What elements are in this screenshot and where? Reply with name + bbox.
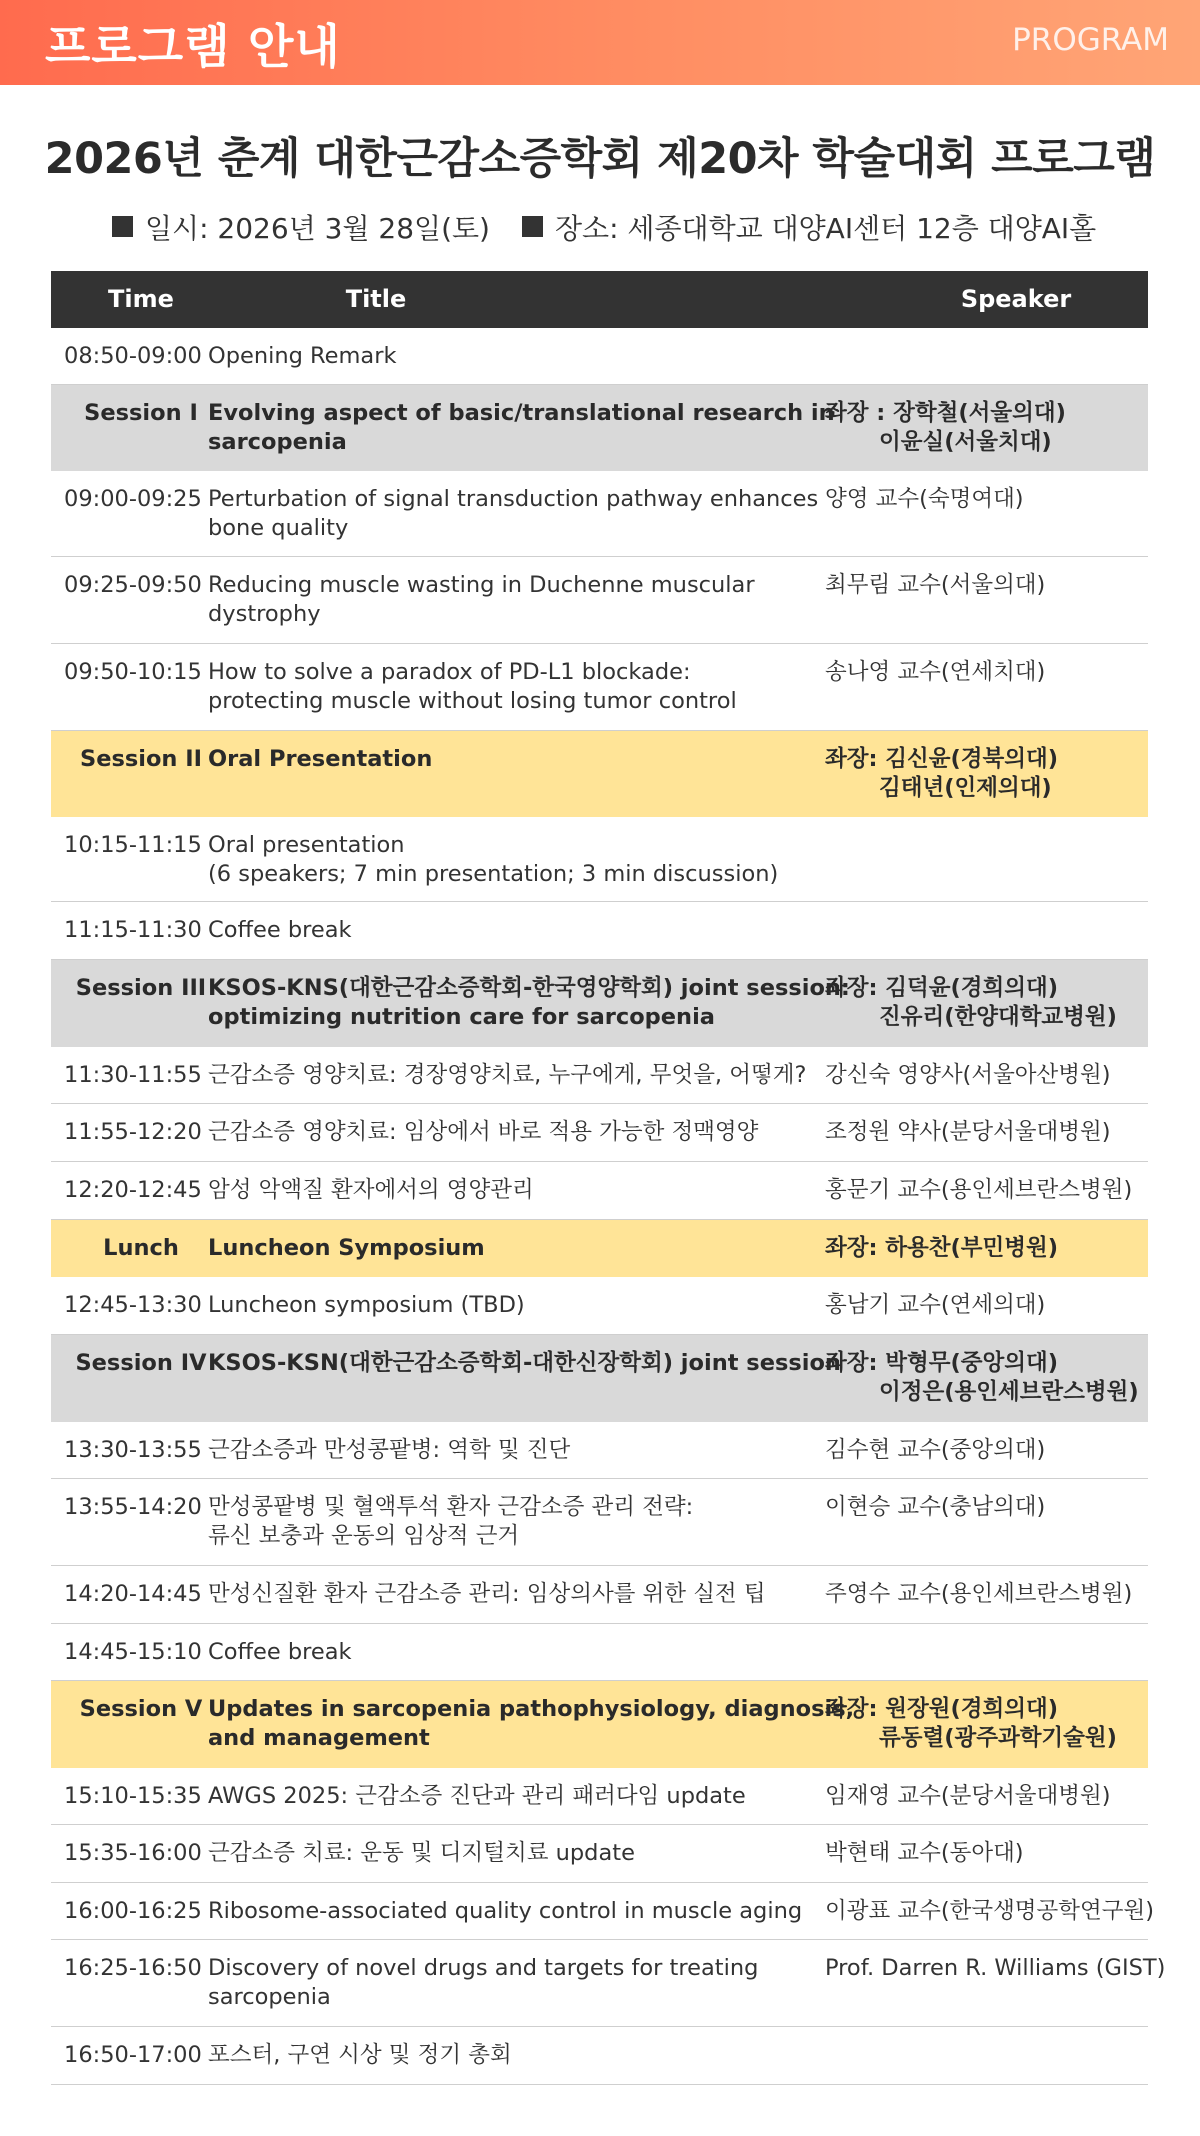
speaker-line: 좌장: 박형무(중앙의대) — [825, 1350, 1059, 1376]
speaker-line: 조정원 약사(분당서울대병원) — [825, 1119, 1111, 1145]
row-speaker — [825, 1479, 1151, 1522]
row-time: 08:50-09:00 — [64, 343, 202, 369]
table-row — [51, 1566, 1148, 1624]
row-title — [208, 385, 835, 457]
row-speaker — [825, 1566, 1151, 1609]
table-row — [51, 557, 1148, 644]
row-title — [208, 1825, 828, 1868]
row-time: 11:55-12:20 — [64, 1119, 202, 1145]
table-row — [51, 471, 1148, 557]
speaker-line: 좌장 : 장학철(서울의대) — [825, 400, 1066, 426]
row-speaker — [825, 1422, 1151, 1465]
row-title — [208, 328, 828, 371]
event-venue — [522, 207, 1096, 247]
row-title — [208, 1566, 828, 1609]
row-title — [208, 1422, 828, 1465]
title-line: Coffee break — [208, 917, 352, 943]
speaker-line: 이윤실(서울치대) — [879, 429, 1052, 455]
title-line: 근감소증 치료: 운동 및 디지털치료 update — [208, 1840, 635, 1866]
row-time: 09:25-09:50 — [64, 572, 202, 598]
title-line: 류신 보충과 운동의 임상적 근거 — [208, 1523, 520, 1549]
table-row — [51, 2027, 1148, 2085]
row-title — [208, 817, 828, 889]
row-speaker — [825, 1162, 1151, 1205]
speaker-line: 박현태 교수(동아대) — [825, 1840, 1024, 1866]
speaker-line: 진유리(한양대학교병원) — [879, 1004, 1117, 1030]
speaker-line: 김수현 교수(중앙의대) — [825, 1437, 1046, 1463]
speaker-line: 좌장: 김덕윤(경희의대) — [825, 975, 1059, 1001]
table-row — [51, 1104, 1148, 1162]
title-line: Evolving aspect of basic/translational research in — [208, 400, 835, 426]
row-speaker — [825, 902, 1151, 916]
row-speaker — [825, 817, 1151, 831]
row-speaker — [825, 1335, 1151, 1407]
row-speaker — [825, 960, 1151, 1032]
title-line: protecting muscle without losing tumor control — [208, 688, 737, 714]
speaker-line: 좌장: 원장원(경희의대) — [825, 1696, 1059, 1722]
session-row — [51, 385, 1148, 471]
row-title — [208, 1104, 828, 1147]
table-row — [51, 1277, 1148, 1335]
speaker-line: 양영 교수(숙명여대) — [825, 486, 1024, 512]
title-line: bone quality — [208, 515, 349, 541]
speaker-line: 이광표 교수(한국생명공학연구원) — [825, 1898, 1154, 1924]
row-title — [208, 2027, 828, 2070]
row-speaker — [825, 557, 1151, 600]
speaker-line: 홍남기 교수(연세의대) — [825, 1292, 1046, 1318]
row-title — [208, 471, 828, 543]
row-title — [208, 1479, 828, 1551]
row-title — [208, 1624, 828, 1667]
row-speaker — [825, 1883, 1154, 1926]
row-time: Session V — [79, 1696, 203, 1722]
speaker-line: 좌장: 하용찬(부민병원) — [825, 1235, 1059, 1261]
speaker-line: 주영수 교수(용인세브란스병원) — [825, 1581, 1133, 1607]
title-line: 근감소증과 만성콩팥병: 역학 및 진단 — [208, 1437, 571, 1463]
row-title — [208, 1335, 841, 1378]
row-time: 14:45-15:10 — [64, 1639, 202, 1665]
table-row — [51, 1162, 1148, 1220]
row-speaker — [825, 1681, 1151, 1753]
row-title — [208, 557, 828, 629]
session-row — [51, 1220, 1148, 1277]
row-speaker — [825, 1104, 1151, 1147]
row-title — [208, 1883, 828, 1926]
title-line: and management — [208, 1725, 430, 1751]
speaker-line: 송나영 교수(연세치대) — [825, 659, 1046, 685]
row-title — [208, 1047, 828, 1090]
table-row — [51, 644, 1148, 731]
program-table — [51, 271, 1166, 2085]
title-line: 암성 악액질 환자에서의 영양관리 — [208, 1177, 534, 1203]
table-header — [51, 271, 1148, 328]
table-row — [51, 1624, 1148, 1681]
row-time: 15:10-15:35 — [64, 1783, 202, 1809]
row-title — [208, 902, 828, 945]
speaker-line: 좌장: 김신윤(경북의대) — [825, 746, 1059, 772]
square-bullet-icon — [112, 216, 133, 237]
title-line: dystrophy — [208, 601, 321, 627]
row-title — [208, 1768, 828, 1811]
row-speaker — [825, 328, 1151, 342]
title-line: sarcopenia — [208, 1984, 331, 2010]
row-speaker — [825, 1624, 1151, 1638]
row-speaker — [825, 644, 1151, 687]
speaker-line: 이정은(용인세브란스병원) — [879, 1379, 1139, 1405]
row-time: 09:50-10:15 — [64, 659, 202, 685]
speaker-line: 최무림 교수(서울의대) — [825, 572, 1046, 598]
row-speaker — [825, 1768, 1151, 1811]
table-row — [51, 1479, 1148, 1566]
row-speaker — [825, 1220, 1151, 1263]
row-time: Lunch — [103, 1235, 179, 1261]
title-line: 만성콩팥병 및 혈액투석 환자 근감소증 관리 전략: — [208, 1494, 694, 1520]
header-speaker: Speaker — [960, 285, 1072, 313]
speaker-line: 강신숙 영양사(서울아산병원) — [825, 1062, 1111, 1088]
row-time: Session II — [79, 746, 202, 772]
row-title — [208, 960, 850, 1032]
header-title: Title — [345, 285, 407, 313]
title-line: KSOS-KNS(대한근감소증학회-한국영양학회) joint session: — [208, 975, 850, 1001]
speaker-line: Prof. Darren R. Williams (GIST) — [825, 1955, 1166, 1981]
row-speaker — [825, 2027, 1151, 2041]
table-row — [51, 1422, 1148, 1479]
row-title — [208, 1220, 828, 1263]
event-venue-text: 장소: 세종대학교 대양AI센터 12층 대양AI홀 — [555, 212, 1097, 245]
banner-title: 프로그램 안내 — [45, 20, 341, 75]
header-time: Time — [108, 285, 174, 313]
row-speaker — [825, 731, 1151, 803]
row-title — [208, 644, 828, 716]
speaker-line: 김태년(인제의대) — [879, 775, 1052, 801]
row-time: 12:20-12:45 — [64, 1177, 202, 1203]
title-line: AWGS 2025: 근감소증 진단과 관리 패러다임 update — [208, 1783, 746, 1809]
table-row — [51, 1940, 1166, 2027]
event-date-text: 일시: 2026년 3월 28일(토) — [145, 212, 490, 245]
row-speaker — [825, 1047, 1151, 1090]
row-time: Session III — [75, 975, 207, 1001]
row-speaker — [825, 1277, 1151, 1320]
row-time: 14:20-14:45 — [64, 1581, 202, 1607]
session-row — [51, 960, 1148, 1047]
title-line: Luncheon Symposium — [208, 1235, 485, 1261]
session-row — [51, 1681, 1148, 1768]
title-line: How to solve a paradox of PD-L1 blockade: — [208, 659, 691, 685]
row-time: 12:45-13:30 — [64, 1292, 202, 1318]
table-row — [51, 902, 1148, 960]
title-line: optimizing nutrition care for sarcopenia — [208, 1004, 715, 1030]
title-line: Reducing muscle wasting in Duchenne muscular — [208, 572, 755, 598]
row-speaker — [825, 1825, 1151, 1868]
row-time: 13:30-13:55 — [64, 1437, 202, 1463]
row-speaker — [825, 385, 1151, 457]
title-line: 만성신질환 환자 근감소증 관리: 임상의사를 위한 실전 팁 — [208, 1581, 766, 1607]
table-row — [51, 1047, 1148, 1104]
row-title — [208, 1277, 828, 1320]
speaker-line: 홍문기 교수(용인세브란스병원) — [825, 1177, 1133, 1203]
title-line: (6 speakers; 7 min presentation; 3 min discussion) — [208, 861, 779, 887]
title-line: sarcopenia — [208, 429, 347, 455]
table-row — [51, 1883, 1154, 1940]
table-row — [51, 1825, 1148, 1883]
row-time: 10:15-11:15 — [64, 832, 202, 858]
row-time: Session IV — [75, 1350, 207, 1376]
table-row — [51, 817, 1148, 902]
title-line: 근감소증 영양치료: 임상에서 바로 적용 가능한 정맥영양 — [208, 1119, 759, 1145]
title-line: Luncheon symposium (TBD) — [208, 1292, 525, 1318]
row-time: 13:55-14:20 — [64, 1494, 202, 1520]
speaker-line: 임재영 교수(분당서울대병원) — [825, 1783, 1111, 1809]
title-line: 포스터, 구연 시상 및 정기 총회 — [208, 2042, 512, 2068]
row-time: 16:50-17:00 — [64, 2042, 202, 2068]
title-line: Updates in sarcopenia pathophysiology, diagnosis, — [208, 1696, 855, 1722]
title-line: Perturbation of signal transduction pathway enhances — [208, 486, 819, 512]
title-line: Ribosome-associated quality control in muscle aging — [208, 1898, 803, 1924]
row-time: 15:35-16:00 — [64, 1840, 202, 1866]
table-row — [51, 328, 1148, 385]
title-line: KSOS-KSN(대한근감소증학회-대한신장학회) joint session — [208, 1350, 841, 1376]
row-time: 11:30-11:55 — [64, 1062, 202, 1088]
session-row — [51, 731, 1148, 817]
top-banner — [0, 0, 1200, 85]
row-time: 16:00-16:25 — [64, 1898, 202, 1924]
title-line: Opening Remark — [208, 343, 397, 369]
title-line: Discovery of novel drugs and targets for treating — [208, 1955, 759, 1981]
row-time: 11:15-11:30 — [64, 917, 202, 943]
table-row — [51, 1768, 1148, 1825]
row-title — [208, 1681, 855, 1753]
row-speaker — [825, 471, 1151, 514]
row-time: 16:25-16:50 — [64, 1955, 202, 1981]
row-title — [208, 1940, 828, 2012]
session-row — [51, 1335, 1148, 1422]
title-line: 근감소증 영양치료: 경장영양치료, 누구에게, 무엇을, 어떻게? — [208, 1062, 807, 1088]
event-info — [0, 207, 1200, 247]
row-time: Session I — [84, 400, 198, 426]
row-time: 09:00-09:25 — [64, 486, 202, 512]
title-line: Oral presentation — [208, 832, 405, 858]
row-title — [208, 1162, 828, 1205]
square-bullet-icon — [522, 216, 543, 237]
title-line: Oral Presentation — [208, 746, 433, 772]
table-body — [51, 328, 1166, 2085]
banner-subtitle: PROGRAM — [1012, 22, 1169, 58]
speaker-line: 류동렬(광주과학기술원) — [879, 1725, 1117, 1751]
event-date — [112, 207, 490, 247]
row-title — [208, 731, 828, 774]
page-title: 2026년 춘계 대한근감소증학회 제20차 학술대회 프로그램 — [44, 134, 1156, 184]
speaker-line: 이현승 교수(충남의대) — [825, 1494, 1046, 1520]
title-line: Coffee break — [208, 1639, 352, 1665]
row-speaker — [825, 1940, 1166, 1983]
